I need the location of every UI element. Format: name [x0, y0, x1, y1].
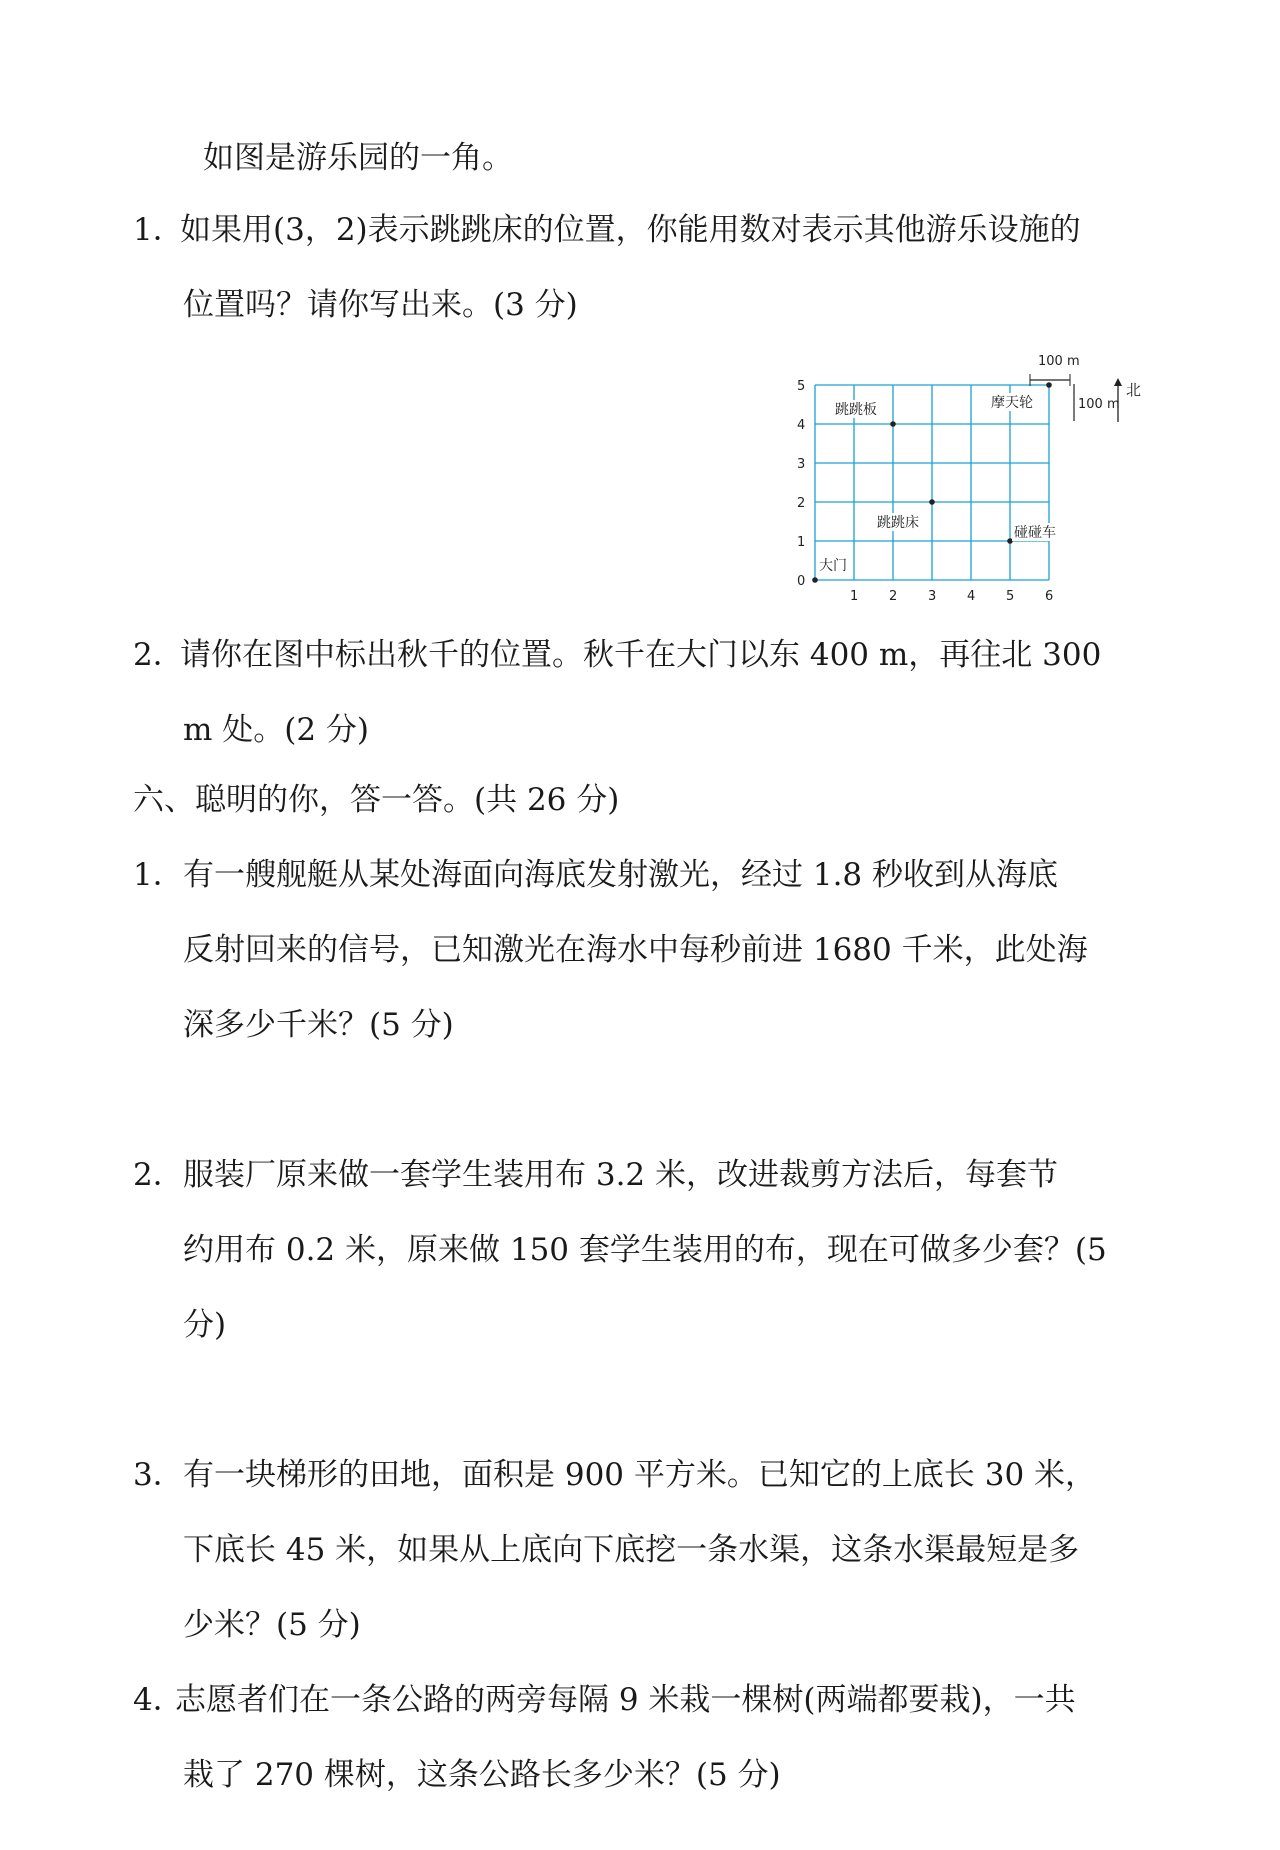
x-tick-label: 5 — [1006, 589, 1015, 604]
question-text: 有一艘舰艇从某处海面向海底发射激光，经过 1.8 秒收到从海底 — [183, 857, 1059, 893]
x-tick-label: 4 — [967, 589, 976, 604]
place-point — [890, 421, 896, 427]
question-text: 反射回来的信号，已知激光在海水中每秒前进 1680 千米，此处海 — [183, 932, 1088, 968]
place-label: 碰碰车 — [1014, 525, 1056, 541]
question-text: 请你在图中标出秋千的位置。秋千在大门以东 400 m，再往北 300 — [180, 637, 1102, 673]
question-text: 栽了 270 棵树，这条公路长多少米？(5 分) — [183, 1757, 781, 1793]
x-tick-label: 6 — [1045, 589, 1054, 604]
question-number: 2． — [133, 1157, 184, 1193]
question-text: 少米？(5 分) — [183, 1607, 361, 1643]
scale-bar-horizontal — [1030, 354, 1080, 386]
question-number: 4． — [133, 1682, 184, 1718]
north-arrow-icon — [1114, 378, 1141, 422]
x-tick-label: 0 — [797, 574, 806, 589]
x-tick-label: 1 — [850, 589, 859, 604]
question-number: 3． — [133, 1457, 184, 1493]
y-tick-label: 4 — [797, 418, 806, 433]
question-text: 如果用(3，2)表示跳跳床的位置，你能用数对表示其他游乐设施的 — [180, 212, 1081, 248]
question-text: 有一块梯形的田地，面积是 900 平方米。已知它的上底长 30 米， — [183, 1457, 1097, 1493]
intro-text: 如图是游乐园的一角。 — [203, 140, 513, 176]
scale-label-vertical: 100 m — [1078, 397, 1120, 412]
x-tick-label: 3 — [928, 589, 937, 604]
scale-label-horizontal: 100 m — [1038, 354, 1080, 369]
section-heading: 六、聪明的你，答一答。(共 26 分) — [133, 782, 620, 818]
place-point — [1046, 382, 1052, 388]
place-label: 摩天轮 — [991, 395, 1033, 411]
question-text: m 处。(2 分) — [183, 712, 370, 748]
question-number: 1． — [133, 212, 184, 248]
question-text: 下底长 45 米，如果从上底向下底挖一条水渠，这条水渠最短是多 — [183, 1532, 1080, 1568]
question-text: 志愿者们在一条公路的两旁每隔 9 米栽一棵树(两端都要栽)，一共 — [175, 1682, 1076, 1718]
place-label: 大门 — [819, 558, 847, 574]
x-tick-label: 2 — [889, 589, 898, 604]
y-tick-label: 1 — [797, 535, 806, 550]
y-tick-label: 2 — [797, 496, 806, 511]
place-label: 跳跳板 — [835, 402, 877, 418]
y-tick-label: 5 — [797, 379, 806, 394]
question-text: 分) — [183, 1307, 227, 1343]
question-text: 位置吗？请你写出来。(3 分) — [183, 287, 578, 323]
question-number: 1． — [133, 857, 184, 893]
place-point — [929, 499, 935, 505]
scale-bar-vertical — [1074, 384, 1120, 421]
question-text: 服装厂原来做一套学生装用布 3.2 米，改进裁剪方法后，每套节 — [183, 1157, 1059, 1193]
north-label: 北 — [1126, 381, 1142, 399]
park-coordinate-map — [790, 340, 1150, 610]
y-tick-label: 3 — [797, 457, 806, 472]
place-point — [1007, 538, 1013, 544]
question-number: 2． — [133, 637, 184, 673]
question-text: 深多少千米？(5 分) — [183, 1007, 454, 1043]
place-label: 跳跳床 — [877, 515, 919, 531]
place-point — [812, 577, 818, 583]
question-text: 约用布 0.2 米，原来做 150 套学生装用的布，现在可做多少套？(5 — [183, 1232, 1107, 1268]
map-places — [812, 382, 1061, 583]
